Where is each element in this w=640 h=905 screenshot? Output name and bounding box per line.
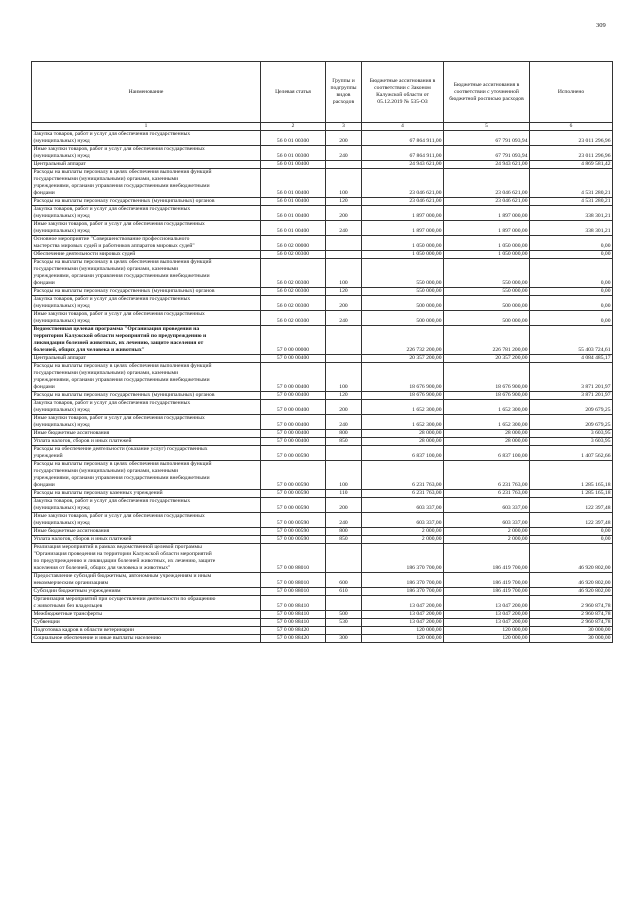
row-assigned-cell: 603 337,00 xyxy=(362,498,444,513)
row-executed-cell: 3 871 201,97 xyxy=(530,392,613,400)
row-target-article-cell: 56 0 02 00300 xyxy=(261,259,326,288)
table-row xyxy=(32,611,613,619)
row-target-article-cell: 57 0 00 00590 xyxy=(261,498,326,513)
row-expense-group-cell xyxy=(326,446,362,461)
row-executed-cell: 1 285 165,18 xyxy=(530,490,613,498)
row-expense-group-cell: 240 xyxy=(326,415,362,430)
row-executed-cell: 0,00 xyxy=(530,259,613,288)
row-assigned-cell: 2 000,00 xyxy=(362,536,444,544)
budget-table xyxy=(31,61,613,643)
row-expense-group-cell xyxy=(326,326,362,355)
row-assigned-cell: 500 000,00 xyxy=(362,296,444,311)
column-number: 1 xyxy=(32,123,261,131)
table-row xyxy=(32,311,613,326)
table-row xyxy=(32,490,613,498)
row-expense-group-cell: 240 xyxy=(326,311,362,326)
row-expense-group-cell: 100 xyxy=(326,363,362,392)
row-assigned-cell: 13 047 200,00 xyxy=(362,596,444,611)
table-row xyxy=(32,627,613,635)
row-assigned-cell: 500 000,00 xyxy=(362,311,444,326)
row-target-article-cell: 56 0 02 00000 xyxy=(261,236,326,251)
row-assigned-cell: 1 897 000,00 xyxy=(362,221,444,236)
row-assigned-cell: 550 000,00 xyxy=(362,288,444,296)
row-target-article-cell: 56 0 02 00300 xyxy=(261,288,326,296)
table-row xyxy=(32,400,613,415)
row-target-article-cell: 57 0 00 88410 xyxy=(261,611,326,619)
row-name-cell: Расходы на выплаты персоналу в целях обеспечения выполнения функций государственными (муниципальными) органами, казенными учреждениями, органами управления государственными внебюджетными фондами xyxy=(32,259,261,288)
row-expense-group-cell: 100 xyxy=(326,461,362,490)
row-refined-cell: 186 419 700,00 xyxy=(444,573,530,588)
row-executed-cell: 55 403 724,61 xyxy=(530,326,613,355)
column-number: 6 xyxy=(530,123,613,131)
row-refined-cell: 1 897 000,00 xyxy=(444,221,530,236)
row-name-cell: Уплата налогов, сборов и иных платежей xyxy=(32,536,261,544)
row-refined-cell: 603 337,00 xyxy=(444,498,530,513)
row-target-article-cell: 56 0 01 00400 xyxy=(261,161,326,169)
row-assigned-cell: 1 897 000,00 xyxy=(362,206,444,221)
row-assigned-cell: 1 050 000,00 xyxy=(362,236,444,251)
row-name-cell: Центральный аппарат xyxy=(32,161,261,169)
row-target-article-cell: 56 0 02 00300 xyxy=(261,296,326,311)
row-expense-group-cell: 120 xyxy=(326,392,362,400)
row-refined-cell: 500 000,00 xyxy=(444,311,530,326)
row-executed-cell: 46 920 802,00 xyxy=(530,544,613,573)
row-executed-cell: 0,00 xyxy=(530,288,613,296)
row-refined-cell: 18 676 900,00 xyxy=(444,392,530,400)
row-refined-cell: 500 000,00 xyxy=(444,296,530,311)
row-expense-group-cell: 120 xyxy=(326,198,362,206)
row-expense-group-cell: 800 xyxy=(326,430,362,438)
row-refined-cell: 18 676 900,00 xyxy=(444,363,530,392)
row-expense-group-cell xyxy=(326,355,362,363)
row-refined-cell: 1 050 000,00 xyxy=(444,251,530,259)
row-assigned-cell: 28 000,00 xyxy=(362,430,444,438)
row-assigned-cell: 603 337,00 xyxy=(362,513,444,528)
row-refined-cell: 24 943 621,00 xyxy=(444,161,530,169)
row-executed-cell: 0,00 xyxy=(530,296,613,311)
row-assigned-cell: 28 000,00 xyxy=(362,438,444,446)
table-row xyxy=(32,131,613,146)
row-expense-group-cell: 100 xyxy=(326,169,362,198)
row-executed-cell: 0,00 xyxy=(530,251,613,259)
row-expense-group-cell: 240 xyxy=(326,221,362,236)
row-refined-cell: 2 000,00 xyxy=(444,528,530,536)
row-refined-cell: 67 791 093,94 xyxy=(444,131,530,146)
row-name-cell: Расходы на выплаты персоналу в целях обеспечения выполнения функций государственными (муниципальными) органами, казенными учреждениями, органами управления государственными внебюджетными фондами xyxy=(32,461,261,490)
table-body xyxy=(32,131,613,643)
table-row xyxy=(32,251,613,259)
row-expense-group-cell: 530 xyxy=(326,619,362,627)
row-name-cell: Иные бюджетные ассигнования xyxy=(32,430,261,438)
row-executed-cell: 122 397,48 xyxy=(530,513,613,528)
row-target-article-cell: 57 0 00 00400 xyxy=(261,438,326,446)
column-number: 2 xyxy=(261,123,326,131)
row-name-cell: Закупка товаров, работ и услуг для обеспечения государственных (муниципальных) нужд xyxy=(32,400,261,415)
row-name-cell: Расходы на выплаты персоналу государственных (муниципальных) органов xyxy=(32,288,261,296)
row-assigned-cell: 1 652 300,00 xyxy=(362,400,444,415)
table-row xyxy=(32,206,613,221)
row-refined-cell: 23 046 621,00 xyxy=(444,198,530,206)
row-executed-cell: 0,00 xyxy=(530,528,613,536)
row-refined-cell: 186 419 700,00 xyxy=(444,544,530,573)
row-expense-group-cell: 500 xyxy=(326,611,362,619)
row-target-article-cell: 57 0 00 88420 xyxy=(261,627,326,635)
row-target-article-cell: 57 0 00 88010 xyxy=(261,573,326,588)
table-row xyxy=(32,430,613,438)
row-refined-cell: 120 000,00 xyxy=(444,635,530,643)
row-name-cell: Иные закупки товаров, работ и услуг для обеспечения государственных (муниципальных) нужд xyxy=(32,221,261,236)
row-expense-group-cell xyxy=(326,251,362,259)
table-row xyxy=(32,363,613,392)
row-expense-group-cell: 200 xyxy=(326,400,362,415)
table-row xyxy=(32,596,613,611)
row-name-cell: Закупка товаров, работ и услуг для обеспечения государственных (муниципальных) нужд xyxy=(32,131,261,146)
row-assigned-cell: 186 370 700,00 xyxy=(362,588,444,596)
row-refined-cell: 28 000,00 xyxy=(444,438,530,446)
row-name-cell: Субсидии бюджетным учреждениям xyxy=(32,588,261,596)
row-target-article-cell: 56 0 01 00400 xyxy=(261,169,326,198)
row-expense-group-cell: 120 xyxy=(326,288,362,296)
row-refined-cell: 2 000,00 xyxy=(444,536,530,544)
table-row xyxy=(32,198,613,206)
row-name-cell: Расходы на обеспечение деятельности (оказание услуг) государственных учреждений xyxy=(32,446,261,461)
row-refined-cell: 550 000,00 xyxy=(444,259,530,288)
row-assigned-cell: 186 370 700,00 xyxy=(362,573,444,588)
row-expense-group-cell: 100 xyxy=(326,259,362,288)
row-assigned-cell: 13 047 200,00 xyxy=(362,611,444,619)
row-assigned-cell: 6 231 763,00 xyxy=(362,461,444,490)
row-expense-group-cell xyxy=(326,544,362,573)
row-executed-cell: 4 084 485,17 xyxy=(530,355,613,363)
row-refined-cell: 6 837 100,00 xyxy=(444,446,530,461)
row-name-cell: Иные бюджетные ассигнования xyxy=(32,528,261,536)
table-row xyxy=(32,236,613,251)
row-assigned-cell: 23 046 621,00 xyxy=(362,169,444,198)
row-target-article-cell: 57 0 00 00400 xyxy=(261,430,326,438)
row-target-article-cell: 56 0 01 00300 xyxy=(261,131,326,146)
row-assigned-cell: 20 357 200,00 xyxy=(362,355,444,363)
table-row xyxy=(32,221,613,236)
row-target-article-cell: 56 0 02 00300 xyxy=(261,311,326,326)
table-row xyxy=(32,415,613,430)
row-name-cell: Расходы на выплаты персоналу государственных (муниципальных) органов xyxy=(32,392,261,400)
table-row xyxy=(32,619,613,627)
row-executed-cell: 1 407 562,66 xyxy=(530,446,613,461)
row-expense-group-cell: 200 xyxy=(326,206,362,221)
row-name-cell: Центральный аппарат xyxy=(32,355,261,363)
row-target-article-cell: 56 0 01 00400 xyxy=(261,206,326,221)
row-executed-cell: 4 869 581,42 xyxy=(530,161,613,169)
table-row xyxy=(32,146,613,161)
column-number: 4 xyxy=(362,123,444,131)
row-executed-cell: 30 000,00 xyxy=(530,627,613,635)
row-refined-cell: 23 046 621,00 xyxy=(444,169,530,198)
row-refined-cell: 20 357 200,00 xyxy=(444,355,530,363)
row-name-cell: Иные закупки товаров, работ и услуг для обеспечения государственных (муниципальных) нужд xyxy=(32,513,261,528)
row-target-article-cell: 57 0 00 00000 xyxy=(261,326,326,355)
table-row xyxy=(32,438,613,446)
page-number: 309 xyxy=(596,22,606,29)
row-assigned-cell: 186 370 700,00 xyxy=(362,544,444,573)
row-expense-group-cell xyxy=(326,596,362,611)
row-name-cell: Закупка товаров, работ и услуг для обеспечения государственных (муниципальных) нужд xyxy=(32,498,261,513)
table-row xyxy=(32,259,613,288)
row-expense-group-cell: 300 xyxy=(326,635,362,643)
row-refined-cell: 6 231 763,00 xyxy=(444,461,530,490)
row-expense-group-cell: 240 xyxy=(326,146,362,161)
row-name-cell: Предоставление субсидий бюджетным, автономным учреждениям и иным некоммерческим организациям xyxy=(32,573,261,588)
row-executed-cell: 23 011 296,96 xyxy=(530,131,613,146)
row-target-article-cell: 57 0 00 00590 xyxy=(261,513,326,528)
row-name-cell: Уплата налогов, сборов и иных платежей xyxy=(32,438,261,446)
row-target-article-cell: 57 0 00 88420 xyxy=(261,635,326,643)
table-row xyxy=(32,635,613,643)
table-row xyxy=(32,588,613,596)
row-assigned-cell: 550 000,00 xyxy=(362,259,444,288)
row-refined-cell: 226 781 200,00 xyxy=(444,326,530,355)
row-executed-cell: 3 603,95 xyxy=(530,430,613,438)
table-row xyxy=(32,326,613,355)
row-target-article-cell: 56 0 01 00400 xyxy=(261,198,326,206)
row-target-article-cell: 57 0 00 00590 xyxy=(261,536,326,544)
row-assigned-cell: 67 864 911,00 xyxy=(362,146,444,161)
row-expense-group-cell: 800 xyxy=(326,528,362,536)
row-assigned-cell: 18 676 900,00 xyxy=(362,363,444,392)
row-executed-cell: 209 679,25 xyxy=(530,400,613,415)
row-refined-cell: 13 047 200,00 xyxy=(444,611,530,619)
row-expense-group-cell: 850 xyxy=(326,438,362,446)
row-expense-group-cell xyxy=(326,236,362,251)
row-refined-cell: 1 652 300,00 xyxy=(444,400,530,415)
row-executed-cell: 46 920 802,00 xyxy=(530,573,613,588)
row-assigned-cell: 120 000,00 xyxy=(362,627,444,635)
row-executed-cell: 2 960 874,78 xyxy=(530,619,613,627)
row-target-article-cell: 57 0 00 88010 xyxy=(261,588,326,596)
table-row xyxy=(32,392,613,400)
row-name-cell: Расходы на выплаты персоналу государственных (муниципальных) органов xyxy=(32,198,261,206)
row-executed-cell: 338 301,21 xyxy=(530,221,613,236)
row-assigned-cell: 18 676 900,00 xyxy=(362,392,444,400)
row-name-cell: Межбюджетные трансферты xyxy=(32,611,261,619)
row-executed-cell: 3 603,95 xyxy=(530,438,613,446)
row-assigned-cell: 120 000,00 xyxy=(362,635,444,643)
row-assigned-cell: 2 000,00 xyxy=(362,528,444,536)
row-refined-cell: 13 047 200,00 xyxy=(444,619,530,627)
row-assigned-cell: 226 732 200,00 xyxy=(362,326,444,355)
row-refined-cell: 1 050 000,00 xyxy=(444,236,530,251)
row-refined-cell: 186 419 700,00 xyxy=(444,588,530,596)
row-expense-group-cell: 240 xyxy=(326,513,362,528)
table-row xyxy=(32,288,613,296)
row-name-cell: Иные закупки товаров, работ и услуг для обеспечения государственных (муниципальных) нужд xyxy=(32,415,261,430)
table-row xyxy=(32,446,613,461)
header-executed: Исполнено xyxy=(530,62,613,123)
row-target-article-cell: 56 0 02 00300 xyxy=(261,251,326,259)
header-refined-budget: Бюджетные ассигнования в соответствии с уточненной бюджетной росписью расходов xyxy=(444,62,530,123)
row-target-article-cell: 56 0 01 00300 xyxy=(261,146,326,161)
table-row xyxy=(32,573,613,588)
row-refined-cell: 603 337,00 xyxy=(444,513,530,528)
row-target-article-cell: 57 0 00 88410 xyxy=(261,596,326,611)
header-row xyxy=(32,62,613,123)
row-expense-group-cell: 610 xyxy=(326,588,362,596)
row-expense-group-cell: 850 xyxy=(326,536,362,544)
row-executed-cell: 23 011 296,96 xyxy=(530,146,613,161)
row-assigned-cell: 23 046 621,00 xyxy=(362,198,444,206)
row-target-article-cell: 57 0 00 00590 xyxy=(261,446,326,461)
row-assigned-cell: 1 652 300,00 xyxy=(362,415,444,430)
row-expense-group-cell: 200 xyxy=(326,296,362,311)
header-name: Наименование xyxy=(32,62,261,123)
row-expense-group-cell xyxy=(326,627,362,635)
row-executed-cell: 2 960 874,78 xyxy=(530,596,613,611)
row-name-cell: Основное мероприятие "Совершенствование профессионального мастерства мировых судей и работников аппаратов мировых судей" xyxy=(32,236,261,251)
row-name-cell: Иные закупки товаров, работ и услуг для обеспечения государственных (муниципальных) нужд xyxy=(32,146,261,161)
table-row xyxy=(32,169,613,198)
row-name-cell: Расходы на выплаты персоналу в целях обеспечения выполнения функций государственными (муниципальными) органами, казенными учреждениями, органами управления государственными внебюджетными фондами xyxy=(32,363,261,392)
row-name-cell: Субвенции xyxy=(32,619,261,627)
row-expense-group-cell: 600 xyxy=(326,573,362,588)
row-refined-cell: 28 000,00 xyxy=(444,430,530,438)
row-name-cell: Социальное обеспечение и иные выплаты населению xyxy=(32,635,261,643)
row-target-article-cell: 57 0 00 00590 xyxy=(261,461,326,490)
row-executed-cell: 46 920 802,00 xyxy=(530,588,613,596)
row-executed-cell: 1 285 165,18 xyxy=(530,461,613,490)
row-target-article-cell: 57 0 00 88010 xyxy=(261,544,326,573)
row-refined-cell: 1 897 000,00 xyxy=(444,206,530,221)
column-number: 5 xyxy=(444,123,530,131)
row-executed-cell: 209 679,25 xyxy=(530,415,613,430)
row-refined-cell: 120 000,00 xyxy=(444,627,530,635)
header-assigned-by-law: Бюджетные ассигнования в соответствии с Законом Калужской области от 05.12.2019 № 535-ОЗ xyxy=(362,62,444,123)
budget-table-container xyxy=(31,61,612,643)
row-executed-cell: 0,00 xyxy=(530,236,613,251)
row-executed-cell: 2 960 874,78 xyxy=(530,611,613,619)
row-target-article-cell: 57 0 00 00590 xyxy=(261,528,326,536)
row-executed-cell: 0,00 xyxy=(530,536,613,544)
row-executed-cell: 122 397,48 xyxy=(530,498,613,513)
row-assigned-cell: 24 943 621,00 xyxy=(362,161,444,169)
row-target-article-cell: 57 0 00 00400 xyxy=(261,415,326,430)
table-row xyxy=(32,161,613,169)
row-expense-group-cell xyxy=(326,161,362,169)
row-refined-cell: 550 000,00 xyxy=(444,288,530,296)
row-target-article-cell: 57 0 00 88410 xyxy=(261,619,326,627)
row-target-article-cell: 57 0 00 00400 xyxy=(261,363,326,392)
row-expense-group-cell: 200 xyxy=(326,498,362,513)
row-name-cell: Организация мероприятий при осуществлении деятельности по обращению с животными без владельцев xyxy=(32,596,261,611)
row-name-cell: Расходы на выплаты персоналу в целях обеспечения выполнения функций государственными (муниципальными) органами, казенными учреждениями, органами управления государственными внебюджетными фондами xyxy=(32,169,261,198)
row-name-cell: Ведомственная целевая программа "Организация проведения на территории Калужской области мероприятий по предупреждению и ликвидации болезней животных, их лечению, защите населения от болезней, общих для человека и животных" xyxy=(32,326,261,355)
row-assigned-cell: 6 231 763,00 xyxy=(362,490,444,498)
row-refined-cell: 13 047 200,00 xyxy=(444,596,530,611)
table-row xyxy=(32,513,613,528)
column-number-row xyxy=(32,123,613,131)
row-name-cell: Подготовка кадров в области ветеринарии xyxy=(32,627,261,635)
row-name-cell: Расходы на выплаты персоналу казенных учреждений xyxy=(32,490,261,498)
row-target-article-cell: 57 0 00 00400 xyxy=(261,355,326,363)
table-row xyxy=(32,355,613,363)
row-executed-cell: 4 531 280,21 xyxy=(530,198,613,206)
table-row xyxy=(32,461,613,490)
row-name-cell: Закупка товаров, работ и услуг для обеспечения государственных (муниципальных) нужд xyxy=(32,206,261,221)
row-name-cell: Реализация мероприятий в рамках ведомственной целевой программы "Организация проведения на территории Калужской области мероприятий по предупреждению и ликвидации болезней животных, их лечению, защите населения от болезней, общих для человека и животных" xyxy=(32,544,261,573)
table-row xyxy=(32,544,613,573)
row-name-cell: Закупка товаров, работ и услуг для обеспечения государственных (муниципальных) нужд xyxy=(32,296,261,311)
row-expense-group-cell: 110 xyxy=(326,490,362,498)
row-refined-cell: 67 791 093,94 xyxy=(444,146,530,161)
table-row xyxy=(32,528,613,536)
row-assigned-cell: 6 837 100,00 xyxy=(362,446,444,461)
row-name-cell: Обеспечение деятельности мировых судей xyxy=(32,251,261,259)
row-target-article-cell: 56 0 01 00400 xyxy=(261,221,326,236)
row-executed-cell: 4 531 280,21 xyxy=(530,169,613,198)
row-executed-cell: 3 871 201,97 xyxy=(530,363,613,392)
row-name-cell: Иные закупки товаров, работ и услуг для обеспечения государственных (муниципальных) нужд xyxy=(32,311,261,326)
row-target-article-cell: 57 0 00 00400 xyxy=(261,392,326,400)
column-number: 3 xyxy=(326,123,362,131)
row-executed-cell: 338 301,21 xyxy=(530,206,613,221)
row-executed-cell: 0,00 xyxy=(530,311,613,326)
row-executed-cell: 30 000,00 xyxy=(530,635,613,643)
row-target-article-cell: 57 0 00 00590 xyxy=(261,490,326,498)
header-expense-group: Группы и подгруппы видов расходов xyxy=(326,62,362,123)
row-refined-cell: 1 652 300,00 xyxy=(444,415,530,430)
row-expense-group-cell: 200 xyxy=(326,131,362,146)
row-target-article-cell: 57 0 00 00400 xyxy=(261,400,326,415)
row-assigned-cell: 1 050 000,00 xyxy=(362,251,444,259)
row-assigned-cell: 13 047 200,00 xyxy=(362,619,444,627)
row-refined-cell: 6 231 763,00 xyxy=(444,490,530,498)
row-assigned-cell: 67 864 911,00 xyxy=(362,131,444,146)
table-row xyxy=(32,498,613,513)
table-row xyxy=(32,536,613,544)
header-target-article: Целевая статья xyxy=(261,62,326,123)
table-row xyxy=(32,296,613,311)
